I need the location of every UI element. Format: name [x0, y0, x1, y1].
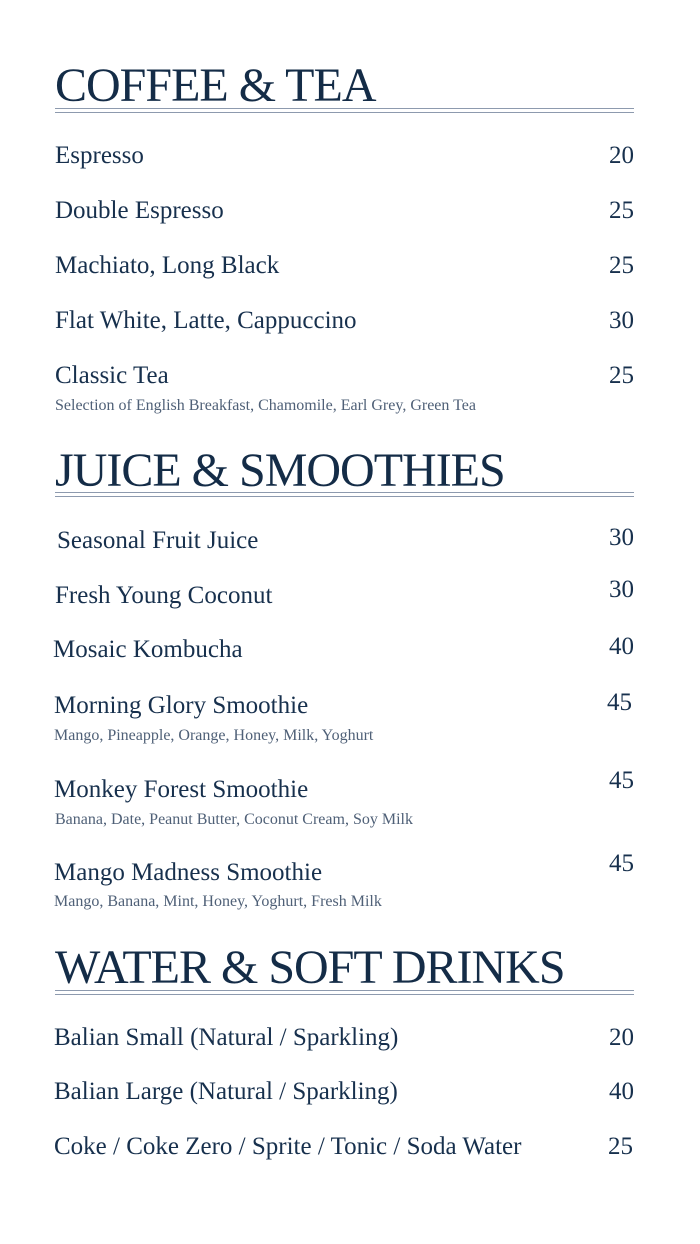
item-name: Morning Glory Smoothie — [54, 692, 309, 719]
item-price: 25 — [609, 252, 634, 279]
item-description: Selection of English Breakfast, Chamomile, Earl Grey, Green Tea — [55, 397, 476, 414]
section-divider — [55, 492, 634, 497]
section-divider — [55, 990, 634, 995]
item-price: 30 — [609, 576, 634, 603]
item-price: 20 — [609, 1024, 634, 1051]
item-description: Mango, Pineapple, Orange, Honey, Milk, Yoghurt — [54, 727, 374, 744]
item-price: 20 — [609, 142, 634, 169]
section-title-coffee-tea: COFFEE & TEA — [55, 59, 376, 112]
item-price: 30 — [609, 524, 634, 551]
item-name: Flat White, Latte, Cappuccino — [55, 307, 357, 334]
item-name: Mango Madness Smoothie — [54, 859, 323, 886]
item-name: Coke / Coke Zero / Sprite / Tonic / Soda Water — [54, 1133, 522, 1160]
item-price: 25 — [609, 197, 634, 224]
item-price: 40 — [609, 633, 634, 660]
item-name: Seasonal Fruit Juice — [57, 527, 259, 554]
item-price: 25 — [608, 1133, 633, 1160]
item-name: Double Espresso — [55, 197, 224, 224]
item-name: Classic Tea — [55, 362, 169, 389]
item-name: Fresh Young Coconut — [55, 582, 273, 609]
item-price: 45 — [607, 689, 632, 716]
item-name: Mosaic Kombucha — [53, 636, 243, 663]
item-description: Mango, Banana, Mint, Honey, Yoghurt, Fresh Milk — [54, 893, 382, 910]
item-price: 40 — [609, 1078, 634, 1105]
item-name: Machiato, Long Black — [55, 252, 280, 279]
item-name: Balian Small (Natural / Sparkling) — [54, 1024, 399, 1051]
item-description: Banana, Date, Peanut Butter, Coconut Cream, Soy Milk — [55, 811, 413, 828]
section-title-water-soft-drinks: WATER & SOFT DRINKS — [55, 941, 565, 994]
item-name: Espresso — [55, 142, 144, 169]
section-divider — [55, 108, 634, 113]
item-price: 45 — [609, 767, 634, 794]
section-title-juice-smoothies: JUICE & SMOOTHIES — [55, 444, 505, 497]
item-price: 25 — [609, 362, 634, 389]
item-price: 30 — [609, 307, 634, 334]
item-price: 45 — [609, 850, 634, 877]
item-name: Monkey Forest Smoothie — [54, 776, 309, 803]
item-name: Balian Large (Natural / Sparkling) — [54, 1078, 398, 1105]
